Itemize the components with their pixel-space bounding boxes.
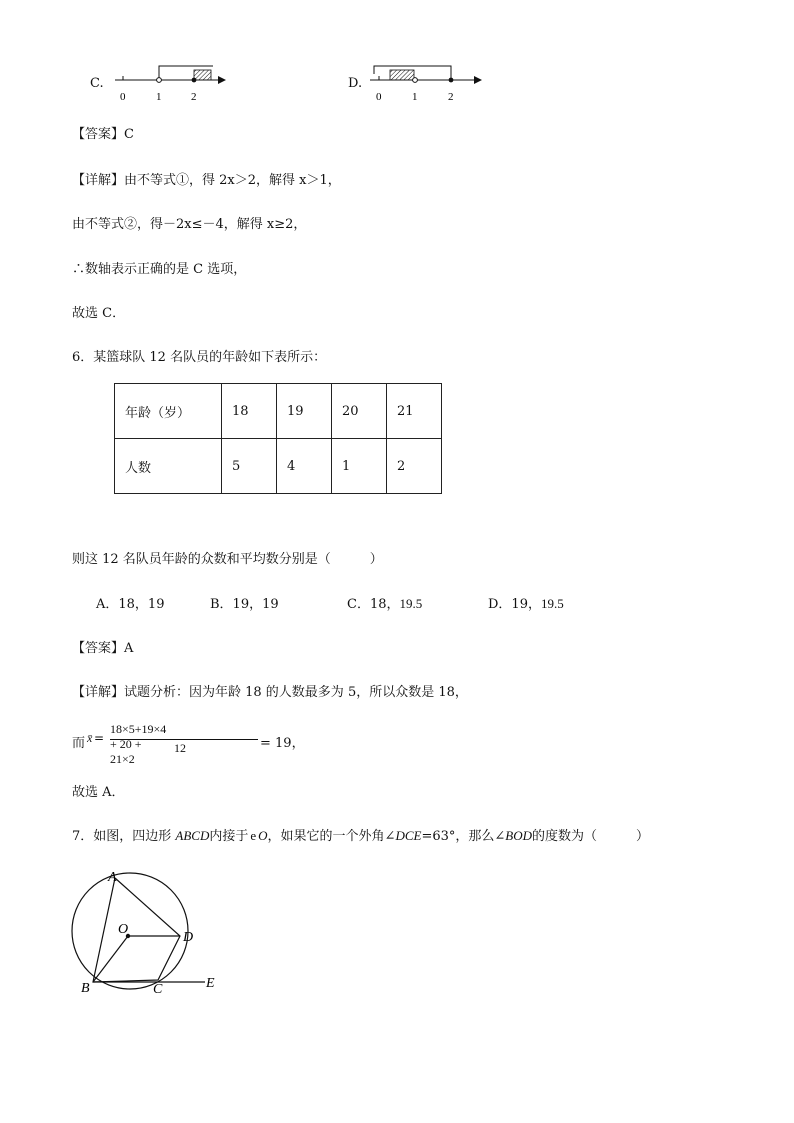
table-cell: 年龄（岁） — [115, 384, 222, 439]
point-label-a: A — [108, 870, 117, 885]
tick-label: 2 — [448, 91, 454, 103]
option-c-label: C. — [90, 76, 104, 91]
tick-label: 0 — [376, 91, 382, 103]
table-row — [115, 384, 442, 439]
q6-answer: 【答案】A — [72, 641, 134, 656]
q6-detail-line-3: 故选 A． — [72, 785, 125, 800]
q5-answer: 【答案】C — [72, 127, 134, 142]
table-cell: 2 — [387, 439, 442, 494]
table-cell: 5 — [222, 439, 277, 494]
q7-stem-prefix: 7．如图，四边形 — [72, 829, 176, 844]
q5-detail-line-3: ∴数轴表示正确的是 C 选项， — [72, 262, 247, 277]
q5-detail-line-1: 【详解】由不等式①，得 2x＞2，解得 x＞1， — [72, 173, 341, 188]
q7-o: O — [258, 828, 268, 843]
q6-detail-line-1: 【详解】试题分析：因为年龄 18 的人数最多为 5，所以众数是 18， — [72, 685, 468, 700]
option-c-value: 19.5 — [399, 596, 423, 611]
q7-dce: DCE — [395, 828, 422, 843]
q7-stem-mid1: 内接于 — [209, 829, 249, 844]
q6-option-b: B．19，19 — [210, 597, 279, 612]
point-label-d: D — [183, 930, 194, 945]
tick-label: 2 — [191, 91, 197, 103]
point-label-c: C — [153, 982, 163, 997]
tick-label: 0 — [120, 91, 126, 103]
q7-abcd: ABCD — [175, 828, 210, 843]
formula-xbar: x̄ — [87, 731, 93, 745]
age-table — [114, 383, 442, 494]
table-cell: 4 — [277, 439, 332, 494]
table-cell: 1 — [332, 439, 387, 494]
q7-stem — [72, 825, 649, 844]
option-c-prefix: C．18， — [347, 597, 400, 612]
point-label-o: O — [118, 922, 129, 937]
q6-option-d — [488, 593, 564, 612]
tick-label: 1 — [156, 91, 162, 103]
q7-stem-suffix: 的度数为（ ） — [532, 829, 650, 844]
q5-detail-line-2: 由不等式②，得－2x≤－4，解得 x≥2， — [72, 217, 307, 232]
circle-symbol: e — [250, 828, 257, 843]
q6-question: 则这 12 名队员年龄的众数和平均数分别是（ ） — [72, 552, 383, 567]
point-label-b: B — [81, 981, 90, 996]
formula-denominator: 12 — [174, 741, 186, 755]
quadrilateral-abcd — [93, 878, 180, 982]
q7-bod: BOD — [505, 828, 532, 843]
q6-option-a: A．18，19 — [96, 597, 165, 612]
tick-label: 1 — [412, 91, 418, 103]
table-cell: 21 — [387, 384, 442, 439]
circle-o — [72, 873, 188, 989]
q6-option-c — [347, 593, 422, 612]
q7-stem-mid2: ，如果它的一个外角∠ — [267, 829, 396, 844]
table-cell: 人数 — [115, 439, 222, 494]
option-d-value: 19.5 — [540, 596, 564, 611]
q5-detail-line-4: 故选 C． — [72, 306, 126, 321]
table-cell: 20 — [332, 384, 387, 439]
formula-prefix: 而 — [72, 736, 86, 751]
table-cell: 19 — [277, 384, 332, 439]
table-cell: 18 — [222, 384, 277, 439]
formula-equals: = — [94, 731, 105, 745]
option-d-label: D. — [348, 76, 363, 91]
fraction-bar — [110, 739, 258, 740]
option-d-prefix: D．19， — [488, 597, 541, 612]
circle-figure — [60, 865, 230, 1000]
q7-stem-mid3: =63°，那么∠ — [421, 829, 506, 844]
formula-numerator: 18×5+19×4 + 20 + 21×2 — [110, 722, 167, 766]
number-line-option-d — [366, 58, 486, 106]
number-line-option-c — [110, 58, 230, 106]
table-row — [115, 439, 442, 494]
q6-stem: 6．某篮球队 12 名队员的年龄如下表所示： — [72, 350, 327, 365]
point-label-e: E — [206, 976, 215, 991]
formula-result: = 19， — [260, 736, 305, 751]
